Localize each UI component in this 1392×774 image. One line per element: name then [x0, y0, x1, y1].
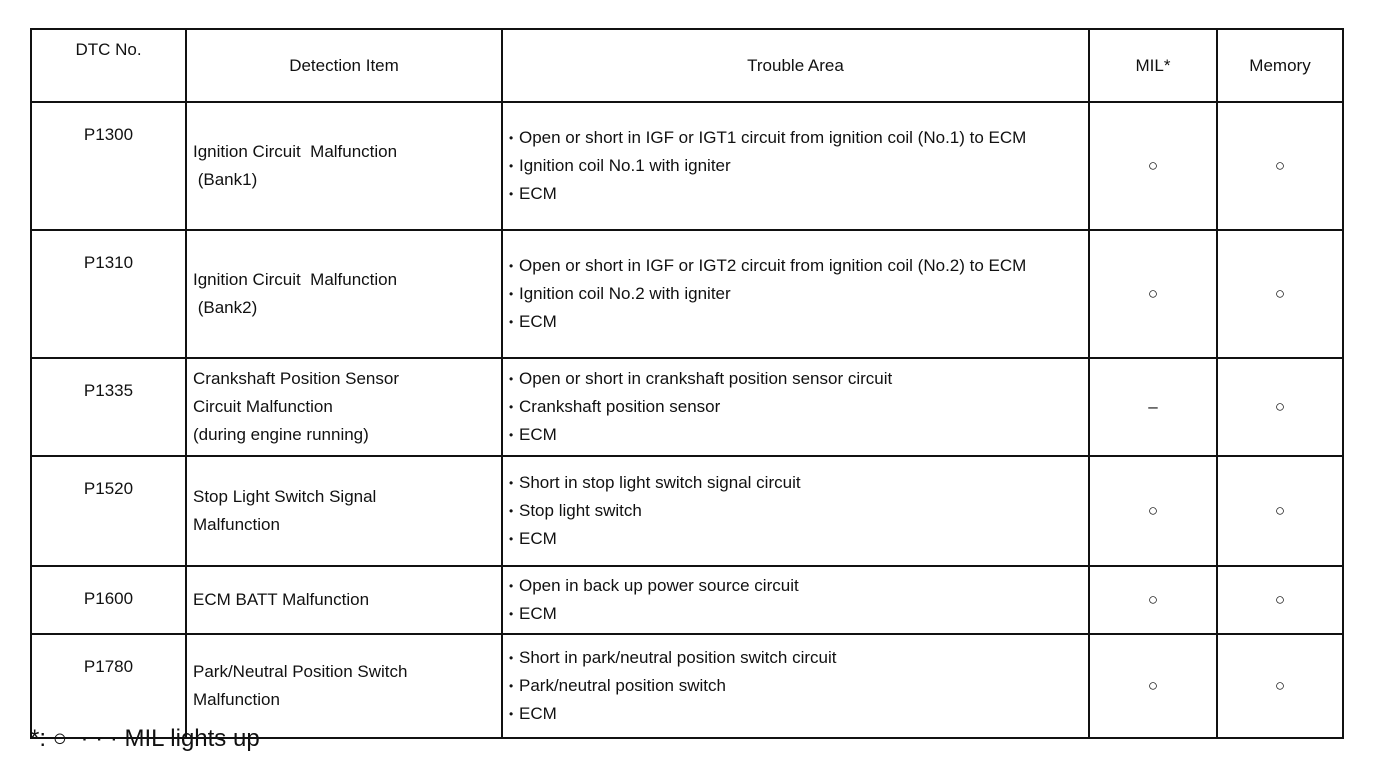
trouble-area-item: • Park/neutral position switch	[509, 672, 1080, 700]
detection-item	[186, 566, 502, 634]
header-mil: MIL*	[1089, 29, 1217, 102]
table-row	[31, 102, 1343, 230]
detection-item	[186, 358, 502, 456]
memory-indicator: ○	[1217, 102, 1343, 230]
trouble-area	[502, 456, 1089, 566]
detection-item-line: Stop Light Switch Signal	[193, 487, 377, 506]
trouble-area-item: • ECM	[509, 308, 1080, 336]
trouble-area-item: • ECM	[509, 700, 1080, 728]
memory-indicator: ○	[1217, 566, 1343, 634]
header-trouble-area: Trouble Area	[502, 29, 1089, 102]
detection-item-line: Malfunction	[193, 690, 280, 709]
detection-item-line: Circuit Malfunction	[193, 397, 333, 416]
dtc-table	[30, 28, 1344, 739]
detection-item-line: ECM BATT Malfunction	[193, 590, 370, 609]
detection-item-line: Crankshaft Position Sensor	[193, 369, 399, 388]
mil-indicator: ○	[1089, 230, 1217, 358]
detection-item	[186, 102, 502, 230]
trouble-area-list	[509, 124, 1080, 208]
detection-item-line: (Bank1)	[193, 170, 258, 189]
detection-item-line: Ignition Circuit Malfunction	[193, 270, 398, 289]
mil-indicator: ○	[1089, 566, 1217, 634]
trouble-area-list	[509, 469, 1080, 553]
trouble-area-list	[509, 644, 1080, 728]
detection-item-line: Park/Neutral Position Switch	[193, 662, 408, 681]
trouble-area-list	[509, 252, 1080, 336]
trouble-area-item: • Open or short in crankshaft position sensor circuit	[509, 365, 1080, 393]
trouble-area-list	[509, 365, 1080, 449]
dtc-code: P1310	[31, 230, 186, 358]
memory-indicator: ○	[1217, 358, 1343, 456]
trouble-area-item: • ECM	[509, 421, 1080, 449]
detection-item-line: Malfunction	[193, 515, 280, 534]
dtc-code: P1520	[31, 456, 186, 566]
table-row	[31, 456, 1343, 566]
trouble-area-item: • Short in park/neutral position switch circuit	[509, 644, 1080, 672]
mil-indicator: ○	[1089, 456, 1217, 566]
trouble-area-item: • Crankshaft position sensor	[509, 393, 1080, 421]
memory-indicator: ○	[1217, 456, 1343, 566]
detection-item-line: Ignition Circuit Malfunction	[193, 142, 398, 161]
table-row	[31, 566, 1343, 634]
table-row	[31, 230, 1343, 358]
header-detection-item: Detection Item	[186, 29, 502, 102]
mil-indicator: ○	[1089, 102, 1217, 230]
memory-indicator: ○	[1217, 634, 1343, 738]
trouble-area-item: • ECM	[509, 600, 1080, 628]
trouble-area-item: • ECM	[509, 180, 1080, 208]
detection-item	[186, 230, 502, 358]
trouble-area	[502, 358, 1089, 456]
trouble-area	[502, 634, 1089, 738]
header-dtc-no: DTC No.	[31, 29, 186, 102]
header-memory: Memory	[1217, 29, 1343, 102]
trouble-area-item: • Stop light switch	[509, 497, 1080, 525]
trouble-area-item: • Ignition coil No.1 with igniter	[509, 152, 1080, 180]
trouble-area-item: • Short in stop light switch signal circuit	[509, 469, 1080, 497]
dtc-code: P1335	[31, 358, 186, 456]
dtc-code: P1300	[31, 102, 186, 230]
trouble-area-item: • ECM	[509, 525, 1080, 553]
trouble-area	[502, 230, 1089, 358]
trouble-area-item: • Ignition coil No.2 with igniter	[509, 280, 1080, 308]
trouble-area-list	[509, 572, 1080, 628]
trouble-area-item: • Open or short in IGF or IGT2 circuit from ignition coil (No.2) to ECM	[509, 252, 1080, 280]
mil-indicator: –	[1089, 358, 1217, 456]
detection-item	[186, 456, 502, 566]
detection-item-line: (Bank2)	[193, 298, 258, 317]
mil-indicator: ○	[1089, 634, 1217, 738]
table-body	[31, 102, 1343, 738]
header-row	[31, 29, 1343, 102]
trouble-area	[502, 566, 1089, 634]
trouble-area	[502, 102, 1089, 230]
footnote: *: ○ · · · MIL lights up	[30, 725, 260, 752]
trouble-area-item: • Open or short in IGF or IGT1 circuit from ignition coil (No.1) to ECM	[509, 124, 1080, 152]
dtc-code: P1600	[31, 566, 186, 634]
memory-indicator: ○	[1217, 230, 1343, 358]
trouble-area-item: • Open in back up power source circuit	[509, 572, 1080, 600]
dtc-code: P1780	[31, 634, 186, 738]
detection-item-line: (during engine running)	[193, 425, 369, 444]
table-row	[31, 358, 1343, 456]
